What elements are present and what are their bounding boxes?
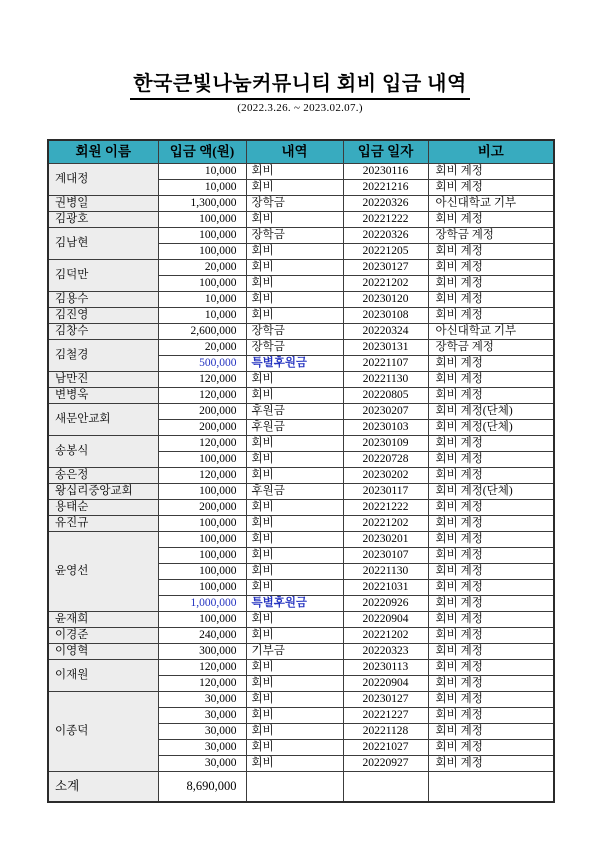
date-cell: 20230207: [343, 404, 428, 420]
note-cell: 회비 계정: [428, 580, 554, 596]
amount-cell: 10,000: [158, 292, 246, 308]
member-name-cell: 김철경: [48, 340, 158, 372]
amount-cell: 10,000: [158, 308, 246, 324]
note-cell: 회비 계정: [428, 756, 554, 772]
amount-cell: 200,000: [158, 500, 246, 516]
description-cell: 후원금: [246, 420, 343, 436]
description-cell: 회비: [246, 468, 343, 484]
description-cell: 회비: [246, 740, 343, 756]
description-cell: 장학금: [246, 228, 343, 244]
note-cell: 회비 계정: [428, 356, 554, 372]
amount-cell: 20,000: [158, 260, 246, 276]
member-name-cell: 김용수: [48, 292, 158, 308]
date-cell: 20221107: [343, 356, 428, 372]
amount-cell: 100,000: [158, 228, 246, 244]
description-cell: 회비: [246, 164, 343, 180]
member-name-cell: 이경준: [48, 628, 158, 644]
date-cell: 20220927: [343, 756, 428, 772]
table-row: [48, 340, 554, 356]
table-row: [48, 212, 554, 228]
table-row: [48, 628, 554, 644]
member-name-cell: 새문안교회: [48, 404, 158, 436]
date-cell: 20230109: [343, 436, 428, 452]
date-cell: 20230201: [343, 532, 428, 548]
description-cell: 회비: [246, 516, 343, 532]
date-cell: 20221216: [343, 180, 428, 196]
note-cell: 회비 계정: [428, 548, 554, 564]
col-header-note: 비고: [428, 140, 554, 164]
description-cell: 장학금: [246, 340, 343, 356]
page-subtitle: (2022.3.26. ~ 2023.02.07.): [237, 102, 363, 114]
description-cell: 기부금: [246, 644, 343, 660]
amount-cell: 120,000: [158, 468, 246, 484]
amount-cell: 500,000: [158, 356, 246, 372]
note-cell: 회비 계정: [428, 164, 554, 180]
table-row: [48, 612, 554, 628]
amount-cell: 20,000: [158, 340, 246, 356]
member-name-cell: 권병일: [48, 196, 158, 212]
date-cell: 20230107: [343, 548, 428, 564]
amount-cell: 100,000: [158, 516, 246, 532]
member-name-cell: 송은정: [48, 468, 158, 484]
amount-cell: 240,000: [158, 628, 246, 644]
table-row: [48, 292, 554, 308]
table-row: [48, 404, 554, 420]
description-cell: 특별후원금: [246, 596, 343, 612]
description-cell: 후원금: [246, 484, 343, 500]
note-cell: 회비 계정: [428, 436, 554, 452]
member-name-cell: 김창수: [48, 324, 158, 340]
member-name-cell: 변병욱: [48, 388, 158, 404]
table-row: [48, 660, 554, 676]
note-cell: 회비 계정: [428, 372, 554, 388]
description-cell: 회비: [246, 212, 343, 228]
description-cell: 회비: [246, 388, 343, 404]
date-cell: 20221031: [343, 580, 428, 596]
fee-table-body: [48, 164, 554, 803]
description-cell: 회비: [246, 580, 343, 596]
table-row: [48, 516, 554, 532]
description-cell: 후원금: [246, 404, 343, 420]
description-cell: 특별후원금: [246, 356, 343, 372]
member-name-cell: 남만진: [48, 372, 158, 388]
description-cell: 회비: [246, 660, 343, 676]
amount-cell: 120,000: [158, 436, 246, 452]
note-cell: 아신대학교 기부: [428, 324, 554, 340]
description-cell: 회비: [246, 276, 343, 292]
amount-cell: 100,000: [158, 276, 246, 292]
note-cell: 회비 계정: [428, 516, 554, 532]
description-cell: 회비: [246, 612, 343, 628]
description-cell: 회비: [246, 452, 343, 468]
date-cell: 20220728: [343, 452, 428, 468]
date-cell: 20230131: [343, 340, 428, 356]
amount-cell: 10,000: [158, 180, 246, 196]
note-cell: 회비 계정: [428, 292, 554, 308]
subtotal-row: [48, 772, 554, 803]
amount-cell: 100,000: [158, 212, 246, 228]
amount-cell: 30,000: [158, 724, 246, 740]
description-cell: 장학금: [246, 196, 343, 212]
date-cell: 20221202: [343, 628, 428, 644]
amount-cell: 200,000: [158, 404, 246, 420]
description-cell: 회비: [246, 676, 343, 692]
amount-cell: 200,000: [158, 420, 246, 436]
date-cell: 20230202: [343, 468, 428, 484]
amount-cell: 120,000: [158, 660, 246, 676]
amount-cell: 100,000: [158, 452, 246, 468]
date-cell: 20220904: [343, 612, 428, 628]
note-cell: 회비 계정(단체): [428, 404, 554, 420]
member-name-cell: 윤영선: [48, 532, 158, 612]
col-header-date: 입금 일자: [343, 140, 428, 164]
date-cell: 20221205: [343, 244, 428, 260]
date-cell: 20230120: [343, 292, 428, 308]
amount-cell: 2,600,000: [158, 324, 246, 340]
amount-cell: 100,000: [158, 484, 246, 500]
table-row: [48, 164, 554, 180]
table-row: [48, 436, 554, 452]
col-header-member-name: 회원 이름: [48, 140, 158, 164]
date-cell: 20221222: [343, 500, 428, 516]
note-cell: 회비 계정: [428, 596, 554, 612]
member-name-cell: 용태순: [48, 500, 158, 516]
date-cell: 20230127: [343, 260, 428, 276]
description-cell: 회비: [246, 244, 343, 260]
amount-cell: 30,000: [158, 740, 246, 756]
table-row: [48, 388, 554, 404]
member-name-cell: 이재원: [48, 660, 158, 692]
member-name-cell: 김진영: [48, 308, 158, 324]
date-cell: 20230113: [343, 660, 428, 676]
fee-table: [47, 139, 555, 803]
description-cell: 회비: [246, 180, 343, 196]
note-cell: 회비 계정: [428, 676, 554, 692]
description-cell: 회비: [246, 532, 343, 548]
note-cell: 회비 계정: [428, 612, 554, 628]
date-cell: 20221128: [343, 724, 428, 740]
date-cell: 20220326: [343, 228, 428, 244]
date-cell: 20221130: [343, 372, 428, 388]
note-cell: 회비 계정(단체): [428, 420, 554, 436]
description-cell: 회비: [246, 372, 343, 388]
note-cell: 회비 계정: [428, 244, 554, 260]
note-cell: 회비 계정: [428, 692, 554, 708]
date-cell: 20230116: [343, 164, 428, 180]
note-cell: 회비 계정: [428, 388, 554, 404]
description-cell: 장학금: [246, 324, 343, 340]
amount-cell: 120,000: [158, 388, 246, 404]
description-cell: 회비: [246, 500, 343, 516]
table-row: [48, 500, 554, 516]
description-cell: 회비: [246, 260, 343, 276]
amount-cell: 10,000: [158, 164, 246, 180]
note-cell: 회비 계정: [428, 212, 554, 228]
date-cell: 20230127: [343, 692, 428, 708]
member-name-cell: 왕십리중앙교회: [48, 484, 158, 500]
description-cell: 회비: [246, 548, 343, 564]
subtotal-empty-cell: [246, 772, 343, 803]
table-row: [48, 196, 554, 212]
amount-cell: 30,000: [158, 756, 246, 772]
table-row: [48, 308, 554, 324]
header-row: [48, 140, 554, 164]
member-name-cell: 이영혁: [48, 644, 158, 660]
note-cell: 회비 계정: [428, 628, 554, 644]
note-cell: 회비 계정: [428, 452, 554, 468]
date-cell: 20221130: [343, 564, 428, 580]
description-cell: 회비: [246, 756, 343, 772]
amount-cell: 100,000: [158, 548, 246, 564]
note-cell: 회비 계정: [428, 724, 554, 740]
page-title-text: 한국큰빛나눔커뮤니티 회비 입금 내역: [130, 67, 470, 100]
table-row: [48, 372, 554, 388]
amount-cell: 30,000: [158, 692, 246, 708]
member-name-cell: 계대정: [48, 164, 158, 196]
description-cell: 회비: [246, 292, 343, 308]
date-cell: 20220904: [343, 676, 428, 692]
date-cell: 20230117: [343, 484, 428, 500]
amount-cell: 100,000: [158, 580, 246, 596]
note-cell: 회비 계정: [428, 644, 554, 660]
date-cell: 20230103: [343, 420, 428, 436]
description-cell: 회비: [246, 708, 343, 724]
table-row: [48, 228, 554, 244]
amount-cell: 100,000: [158, 244, 246, 260]
col-header-description: 내역: [246, 140, 343, 164]
date-cell: 20220926: [343, 596, 428, 612]
member-name-cell: 송봉식: [48, 436, 158, 468]
note-cell: 회비 계정: [428, 308, 554, 324]
note-cell: 회비 계정: [428, 532, 554, 548]
table-row: [48, 484, 554, 500]
note-cell: 회비 계정: [428, 468, 554, 484]
amount-cell: 300,000: [158, 644, 246, 660]
description-cell: 회비: [246, 308, 343, 324]
note-cell: 아신대학교 기부: [428, 196, 554, 212]
table-row: [48, 644, 554, 660]
description-cell: 회비: [246, 564, 343, 580]
date-cell: 20221202: [343, 276, 428, 292]
member-name-cell: 유진규: [48, 516, 158, 532]
description-cell: 회비: [246, 724, 343, 740]
table-row: [48, 692, 554, 708]
date-cell: 20220805: [343, 388, 428, 404]
subtotal-amount-cell: 8,690,000: [158, 772, 246, 803]
subtotal-label-cell: 소계: [48, 772, 158, 803]
page-title: [0, 67, 600, 100]
amount-cell: 120,000: [158, 676, 246, 692]
member-name-cell: 윤재희: [48, 612, 158, 628]
amount-cell: 30,000: [158, 708, 246, 724]
note-cell: 회비 계정: [428, 276, 554, 292]
table-row: [48, 260, 554, 276]
date-cell: 20221027: [343, 740, 428, 756]
date-cell: 20221227: [343, 708, 428, 724]
note-cell: 회비 계정(단체): [428, 484, 554, 500]
table-row: [48, 324, 554, 340]
date-cell: 20221222: [343, 212, 428, 228]
amount-cell: 1,000,000: [158, 596, 246, 612]
amount-cell: 120,000: [158, 372, 246, 388]
note-cell: 회비 계정: [428, 740, 554, 756]
description-cell: 회비: [246, 628, 343, 644]
date-cell: 20220324: [343, 324, 428, 340]
date-cell: 20220323: [343, 644, 428, 660]
member-name-cell: 이종덕: [48, 692, 158, 772]
note-cell: 장학금 계정: [428, 340, 554, 356]
date-cell: 20230108: [343, 308, 428, 324]
date-cell: 20220326: [343, 196, 428, 212]
note-cell: 회비 계정: [428, 260, 554, 276]
note-cell: 회비 계정: [428, 180, 554, 196]
subtotal-empty-cell: [428, 772, 554, 803]
member-name-cell: 김남현: [48, 228, 158, 260]
amount-cell: 100,000: [158, 612, 246, 628]
date-cell: 20221202: [343, 516, 428, 532]
table-row: [48, 468, 554, 484]
note-cell: 장학금 계정: [428, 228, 554, 244]
note-cell: 회비 계정: [428, 500, 554, 516]
note-cell: 회비 계정: [428, 708, 554, 724]
amount-cell: 100,000: [158, 564, 246, 580]
member-name-cell: 김덕만: [48, 260, 158, 292]
amount-cell: 1,300,000: [158, 196, 246, 212]
note-cell: 회비 계정: [428, 564, 554, 580]
description-cell: 회비: [246, 436, 343, 452]
member-name-cell: 김광호: [48, 212, 158, 228]
note-cell: 회비 계정: [428, 660, 554, 676]
subtotal-empty-cell: [343, 772, 428, 803]
amount-cell: 100,000: [158, 532, 246, 548]
description-cell: 회비: [246, 692, 343, 708]
table-row: [48, 532, 554, 548]
col-header-amount: 입금 액(원): [158, 140, 246, 164]
